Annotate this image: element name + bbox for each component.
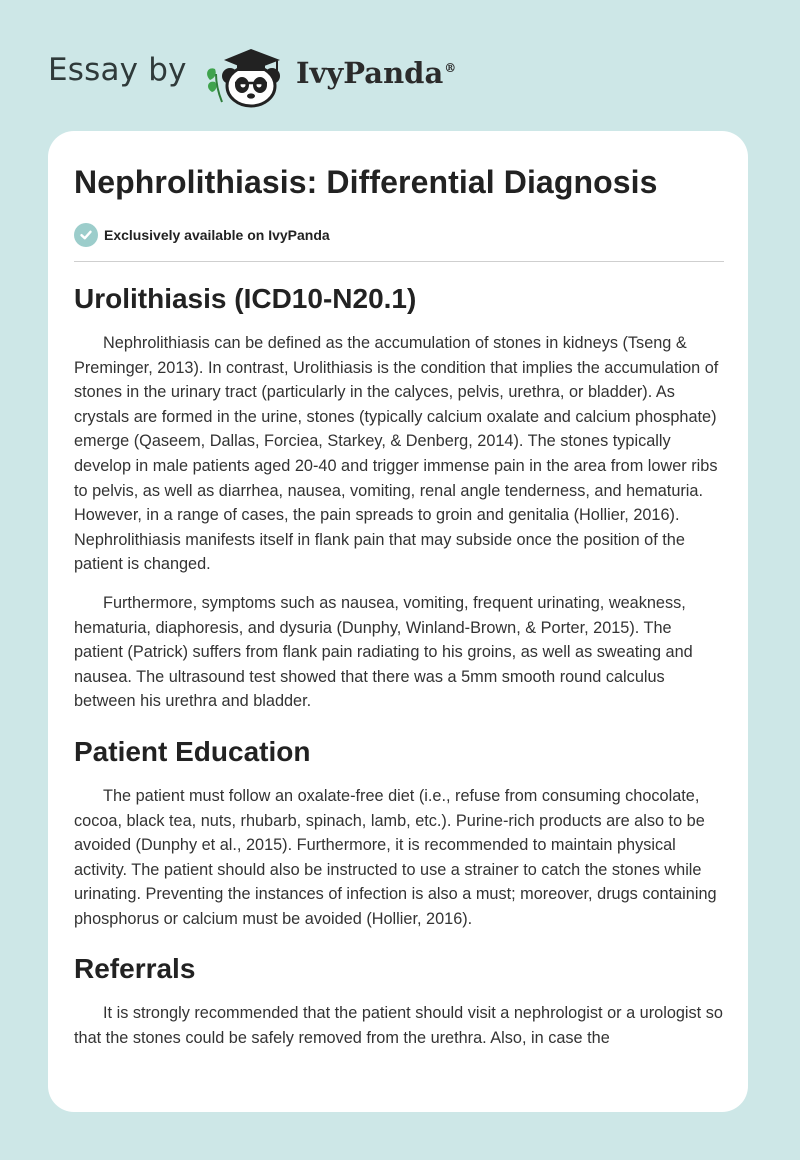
paragraph: Furthermore, symptoms such as nausea, vomiting, frequent urinating, weakness, hematuria, diaphoresis, and dysuria (Dunphy, Winland-Brown, & Porter, 2015). The patient (Patrick) suffers from flank pain radiating to his groins, as well as sweating and nausea. The ultrasound test showed that there was a 5mm smooth round calculus between his urethra and bladder. — [74, 593, 693, 711]
exclusive-badge — [74, 223, 330, 247]
section-heading-urolithiasis: Urolithiasis (ICD10-N20.1) — [74, 283, 417, 314]
paragraph: The patient must follow an oxalate-free diet (i.e., refuse from consuming chocolate, cocoa, black tea, nuts, rhubarb, spinach, lamb, etc.). Purine-rich products are also to be avoided (Dunphy et al., 2015). Furthermore, it is recommended to maintain physical activity. The patient should also be instructed to use a strainer to catch the stones while urinating. Preventing the instances of infection is also a must; moreover, drugs containing phosphorus or calcium must be avoided (Hollier, 2016). — [74, 786, 717, 928]
paragraph: Nephrolithiasis can be defined as the accumulation of stones in kidneys (Tseng & Preminger, 2013). In contrast, Urolithiasis is the condition that implies the accumulation of stones in the urinary tract (particularly in the calyces, pelvis, urethra, or bladder). As crystals are formed in the urine, stones (typically calcium oxalate and calcium phosphate) emerge (Qaseem, Dallas, Forciea, Starkey, & Denberg, 2014). The stones typically develop in male patients aged 20-40 and trigger immense pain in the area from lower ribs to pelvis, as well as diarrhea, nausea, vomiting, renal angle tenderness, and hematuria. However, in a range of cases, the pain spreads to groin and genitalia (Hollier, 2016). Nephrolithiasis manifests itself in flank pain that may subside once the position of the patient is changed. — [74, 334, 719, 574]
registered-mark: ® — [444, 61, 457, 76]
ivypanda-logo-icon[interactable] — [202, 36, 292, 108]
essay-by-label: Essay by — [48, 52, 187, 88]
article-card — [48, 131, 748, 1112]
check-icon — [74, 223, 98, 247]
section-heading-referrals: Referrals — [74, 953, 196, 985]
section-heading-patient-education: Patient Education — [74, 735, 311, 767]
exclusive-label: Exclusively available on IvyPanda — [104, 227, 330, 243]
site-header — [0, 0, 800, 130]
article-title: Nephrolithiasis: Differential Diagnosis — [74, 164, 658, 200]
paragraph: It is strongly recommended that the patient should visit a nephrologist or a urologist so that the stones could be safely removed from the urethra. Also, in case the — [74, 1004, 723, 1048]
article-body — [74, 281, 724, 1065]
brand-name[interactable]: IvyPanda® — [296, 56, 457, 90]
title-divider — [74, 261, 724, 262]
